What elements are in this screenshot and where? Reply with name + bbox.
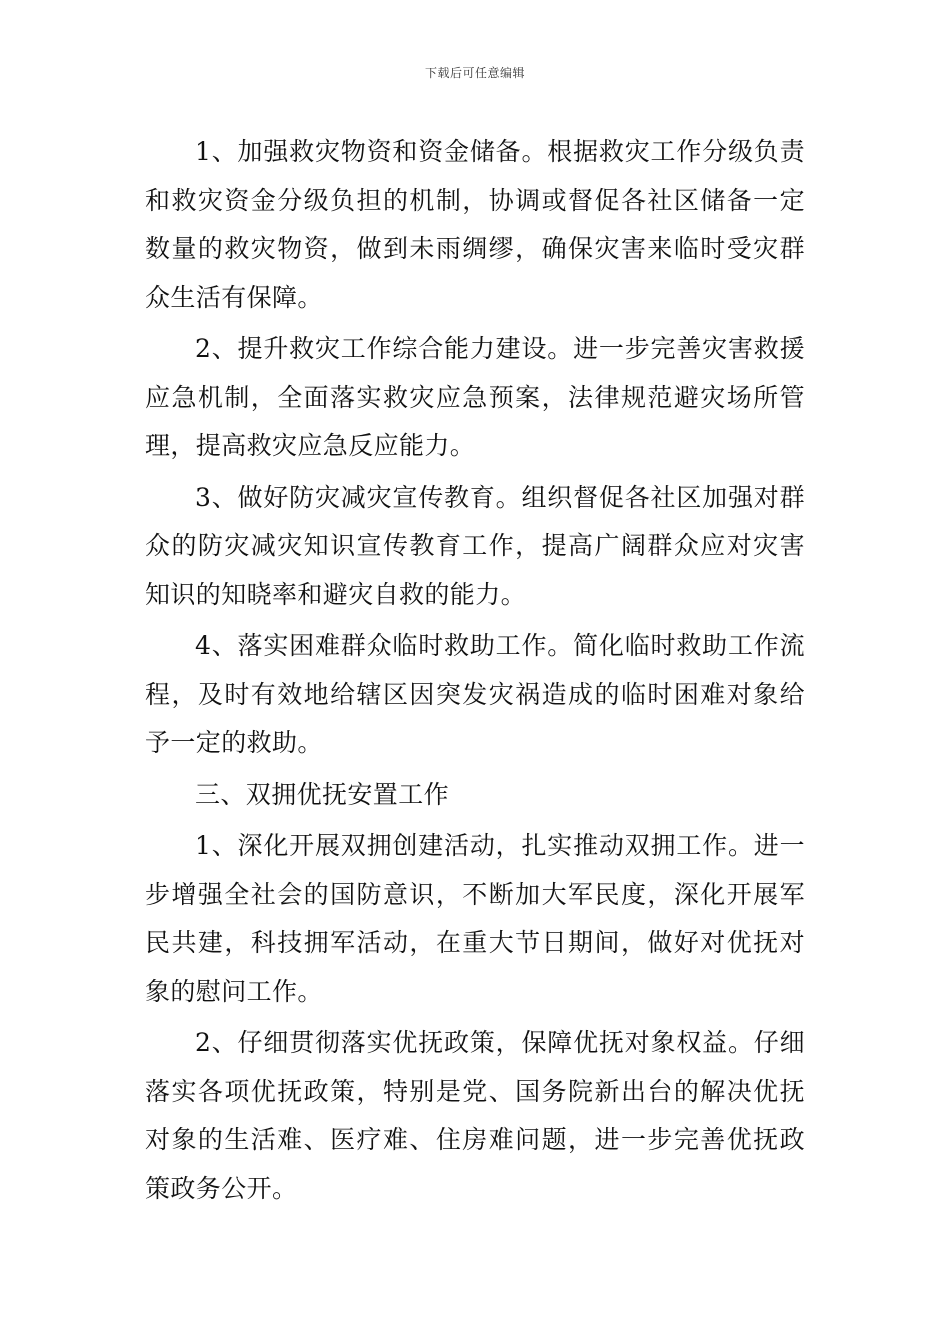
paragraph-temporary-assistance: 4、落实困难群众临时救助工作。简化临时救助工作流程，及时有效地给辖区因突发灾祸造成的临时困难对象给予一定的救助。 (145, 631, 805, 757)
paragraph-disaster-education: 3、做好防灾减灾宣传教育。组织督促各社区加强对群众的防灾减灾知识宣传教育工作，提高广阔群众应对灾害知识的知晓率和避灾自救的能力。 (145, 482, 805, 609)
paragraph-relief-capacity: 2、提升救灾工作综合能力建设。进一步完善灾害救援应急机制，全面落实救灾应急预案，法律规范避灾场所管理，提高救灾应急反应能力。 (145, 334, 805, 460)
paragraph-preferential-policies: 2、仔细贯彻落实优抚政策，保障优抚对象权益。仔细落实各项优抚政策，特别是党、国务院新出台的解决优抚对象的生活难、医疗难、住房难问题，进一步完善优抚政策政务公开。 (145, 1028, 805, 1203)
page-header-note: 下载后可任意编辑 (424, 66, 525, 80)
document-body (145, 128, 805, 1216)
paragraph-relief-supplies: 1、加强救灾物资和资金储备。根据救灾工作分级负责和救灾资金分级负担的机制，协调或督促各社区储备一定数量的救灾物资，做到未雨绸缪，确保灾害来临时受灾群众生活有保障。 (145, 137, 805, 312)
paragraph-double-support-activities: 1、深化开展双拥创建活动，扎实推动双拥工作。进一步增强全社会的国防意识，不断加大军民度，深化开展军民共建，科技拥军活动，在重大节日期间，做好对优抚对象的慰问工作。 (145, 831, 805, 1006)
section-heading-military-support: 三、双拥优抚安置工作 (195, 779, 450, 809)
